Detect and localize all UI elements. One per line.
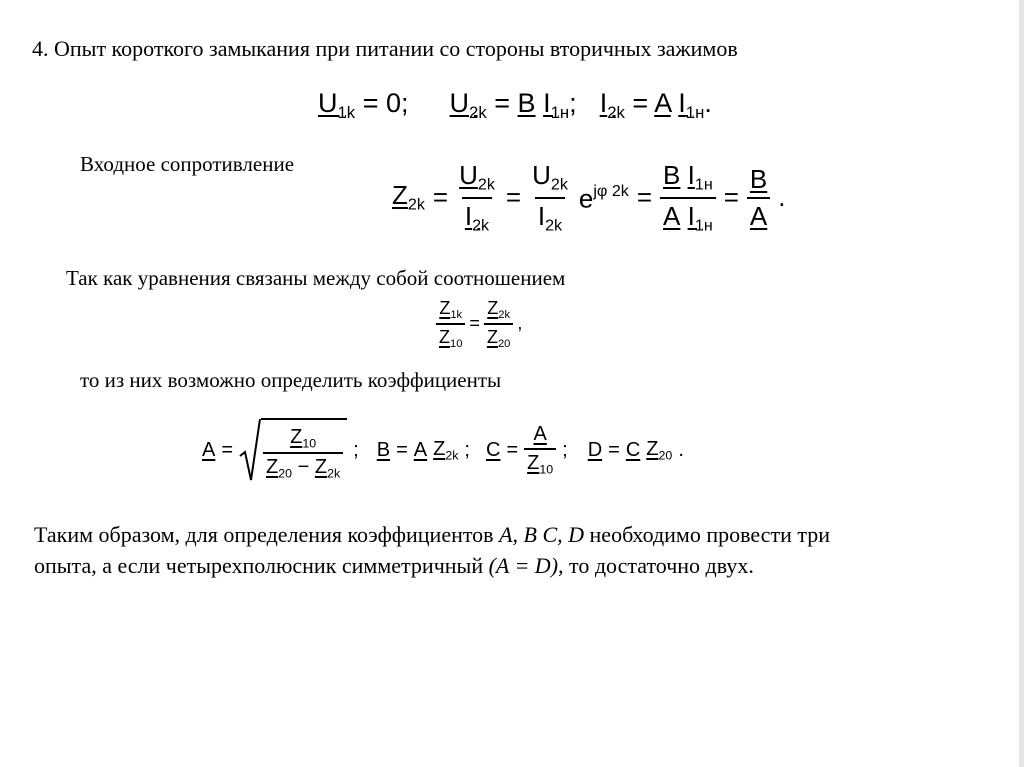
relation-text: Так как уравнения связаны между собой соотношением <box>66 266 566 290</box>
fraction-b-over-a: $\frac{B}{A}$ <box>747 164 770 232</box>
fraction-u2k-i2k-magnitude: $\frac{U_{2k}}{I_{2k}}$ <box>532 160 568 235</box>
page-title: 4. Опыт короткого замыкания при питании со стороны вторичных зажимов <box>32 36 738 61</box>
coefficients-text: то из них возможно определить коэффициенты <box>80 368 502 392</box>
fraction-z10-over-difference: $\frac{Z_{10}}{Z_{20} - Z_{2k}}$ <box>263 426 343 481</box>
fraction-u2k-i2k: $\frac{U_{2k}}{I_{2k}}$ <box>459 160 495 235</box>
conclusion-line-2: опыта, а если четырехполюсник симметричный (A = D), то достаточно двух. <box>34 553 754 578</box>
input-resistance-label: Входное сопротивление <box>80 152 295 176</box>
fraction-a-over-z10: $\frac{A}{Z_{10}}$ <box>524 423 556 476</box>
conclusion-line-1: Таким образом, для определения коэффициентов A, B C, D необходимо провести три <box>34 522 830 547</box>
radical-sign-icon <box>239 418 261 482</box>
square-root <box>239 418 347 482</box>
page-edge <box>1019 0 1024 767</box>
fraction-z2k-z20: $\frac{Z_{2k}}{Z_{20}}$ <box>484 298 513 350</box>
fraction-z1k-z10: $\frac{Z_{1k}}{Z_{10}}$ <box>436 298 465 350</box>
fraction-b-i1n-over-a-i1n: $\frac{B I_{1н}}{A I_{1н}}$ <box>660 160 716 235</box>
equation-short-circuit-conditions: $U_{1k} = 0$; $U_{2k} = B$ $I_{1н}$; $I_{2k} = A$ $I_{1н}$. <box>318 88 712 122</box>
equation-input-impedance: $Z_{2k}$ = $\frac{U_{2k}}{I_{2k}}$ = $\frac{U_{2k}}{I_{2k}}$ $e^{j\varphi 2k}$ = $\frac{B I_{1н}}{A I_{1н}}$ = $\frac{B}{A}$ . <box>392 160 786 235</box>
equation-impedance-ratio: $\frac{Z_{1k}}{Z_{10}}$ = $\frac{Z_{2k}}{Z_{20}}$ , <box>436 298 522 350</box>
equation-coefficients: A = $\frac{Z_{10}}{Z_{20} - Z_{2k}}$ ; B = A $Z_{2k}$ ; C = $\frac{A}{Z_{10}}$ ; D = C $Z_{20}$ . <box>202 418 684 482</box>
